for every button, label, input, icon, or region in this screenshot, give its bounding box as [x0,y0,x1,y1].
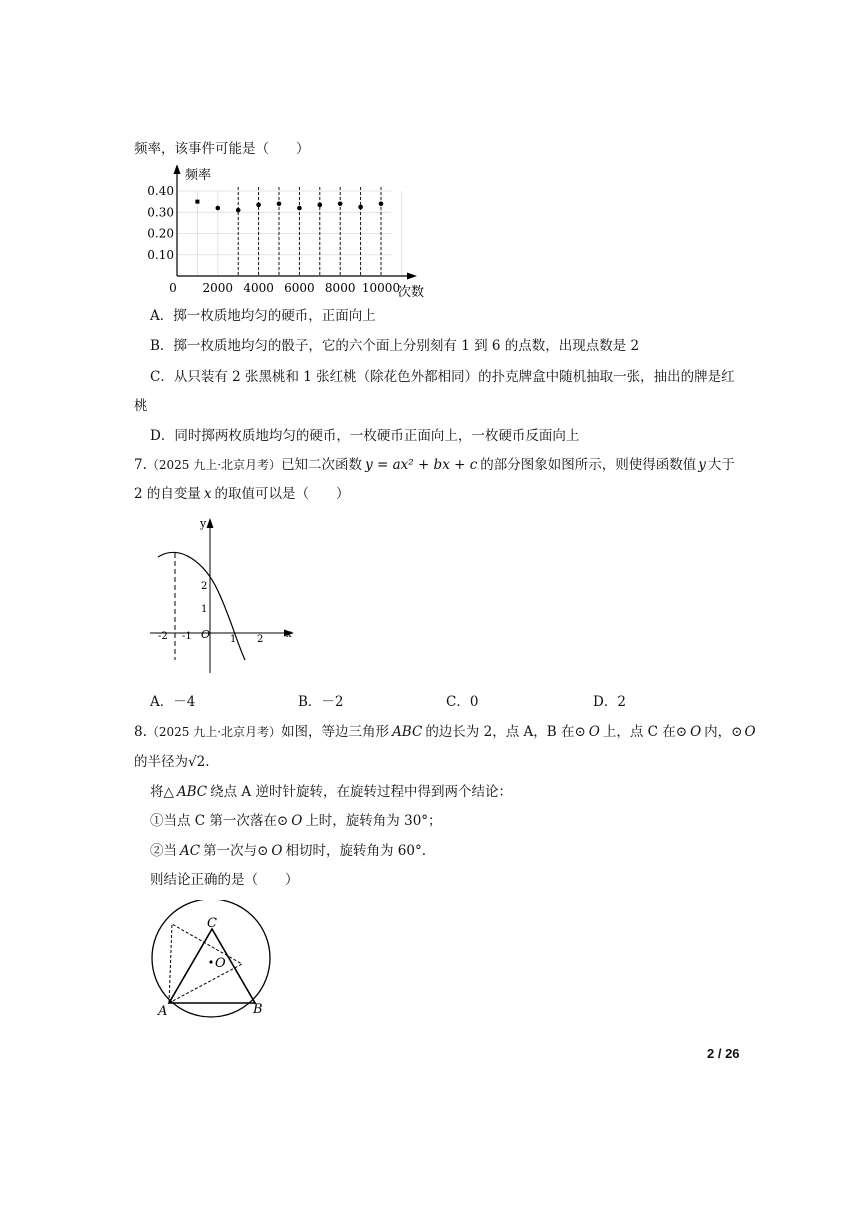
q7-option-b: B．－2 [298,694,344,710]
y-axis-label: 频率 [185,168,212,183]
graph-x-tick-2: 2 [257,634,264,645]
graph-origin: O [201,628,211,641]
q8-text2: 的边长为 2，点 A，B 在⊙ [425,724,586,740]
circle-triangle-figure [145,900,285,1025]
q8-source: （2025 九上·北京月考） [146,725,282,739]
q7-option-a: A．－4 [150,694,196,710]
q8-o1: O [588,724,600,740]
q7-x-var: x [203,486,212,502]
x-tick-label: 0 [169,281,177,295]
y-tick-label: 0.10 [147,247,174,262]
q8-c2-ac: AC [180,843,201,859]
triangle-abc [169,929,255,1003]
q8-line3-b: 绕点 A 逆时针旋转，在旋转过程中得到两个结论： [210,784,512,800]
q8-stem-line1 [134,723,758,741]
q8-stem-line3 [150,783,512,801]
frequency-chart [145,165,445,300]
label-c: C [207,916,217,931]
q7-text1: 已知二次函数 [281,457,363,473]
q7-option-c: C．0 [446,694,479,710]
q8-tri: ABC [392,724,423,740]
graph-x-tick-1: 1 [230,634,237,645]
graph-x-tick-neg1: -1 [182,631,192,642]
label-b: B [253,1002,263,1017]
q6-option-a: A．掷一枚质地均匀的硬币，正面向上 [150,308,376,324]
data-point [216,206,221,211]
q6-stem-tail: 频率，该事件可能是（ ） [134,141,310,157]
x-tick-label: 4000 [243,281,274,295]
q8-o3: O [744,724,756,740]
parabola-graph [150,515,310,675]
q8-text1: 如图，等边三角形 [281,724,390,740]
data-point [318,203,323,208]
rotated-triangle [169,924,242,1003]
q7-text2: 的部分图象如图所示，则使得函数值 [480,457,697,473]
data-point [236,208,241,213]
q7-number: 7. [134,457,147,473]
q8-stem-line2: 的半径为√2. [134,754,210,770]
data-point [358,205,363,210]
label-a: A [158,1004,168,1019]
q8-conclusion-2 [150,842,426,860]
q8-tri2: ABC [176,784,208,800]
q6-option-d: D．同时掷两枚质地均匀的硬币，一枚硬币正面向上，一枚硬币反面向上 [150,428,580,444]
x-axis-label: 次数 [398,285,425,300]
q8-c1-a: ①当点 C 第一次落在⊙ [150,813,289,829]
x-tick-label: 10000 [361,281,401,295]
data-point [277,201,282,206]
q8-c2-o: O [271,843,283,859]
q7-line2-a: 2 的自变量 [134,486,201,502]
x-tick-label: 2000 [202,281,234,295]
q8-number: 8. [134,724,147,740]
data-point [195,200,199,204]
q7-source: （2025 九上·北京月考） [146,458,282,472]
q8-text4: 内，⊙ [704,724,743,740]
graph-y-label: y [200,517,207,530]
data-point [379,201,384,206]
y-tick-label: 0.20 [147,226,174,241]
q7-y-var: y [698,457,706,473]
q7-option-d: D．2 [593,694,626,710]
graph-y-tick-1: 1 [201,604,208,615]
q7-formula: y = ax² + bx + c [365,457,478,473]
q7-stem-line2 [134,485,350,503]
q8-question: 则结论正确的是（ ） [150,872,299,888]
q8-c1-b: 上时，旋转角为 30°； [305,813,442,829]
y-tick-label: 0.30 [147,205,174,220]
data-point [256,203,261,208]
page-number: 2 / 26 [707,1046,740,1061]
q7-text3: 大于 [707,457,735,473]
q7-stem-line1 [134,456,735,474]
q7-line2-b: 的取值可以是（ ） [214,486,350,502]
q8-text3: 上，点 C 在⊙ [602,724,688,740]
data-point [338,201,343,206]
center-point [209,960,212,963]
q8-c2-b: 第一次与⊙ [203,843,269,859]
label-o: O [215,956,226,971]
q6-option-c-line1: C．从只装有 2 张黑桃和 1 张红桃（除花色外都相同）的扑克牌盒中随机抽取一张，抽出的牌是红 [150,369,735,385]
graph-x-tick-neg2: -2 [158,631,168,642]
q6-option-c-line2: 桃 [134,398,148,414]
graph-x-label: x [286,629,292,640]
q8-o2: O [690,724,702,740]
x-tick-label: 8000 [324,281,356,295]
x-tick-label: 6000 [284,281,315,295]
q8-c1-o: O [291,813,303,829]
q8-conclusion-1 [150,812,442,830]
y-tick-label: 0.40 [147,184,174,198]
q8-line3-a: 将△ [150,784,174,800]
data-point [297,206,302,211]
graph-y-tick-2: 2 [201,581,208,592]
q8-c2-a: ②当 [150,843,177,859]
q8-c2-c: 相切时，旋转角为 60°. [285,843,426,859]
q6-option-b: B．掷一枚质地均匀的骰子，它的六个面上分别刻有 1 到 6 的点数，出现点数是 2 [150,338,640,354]
